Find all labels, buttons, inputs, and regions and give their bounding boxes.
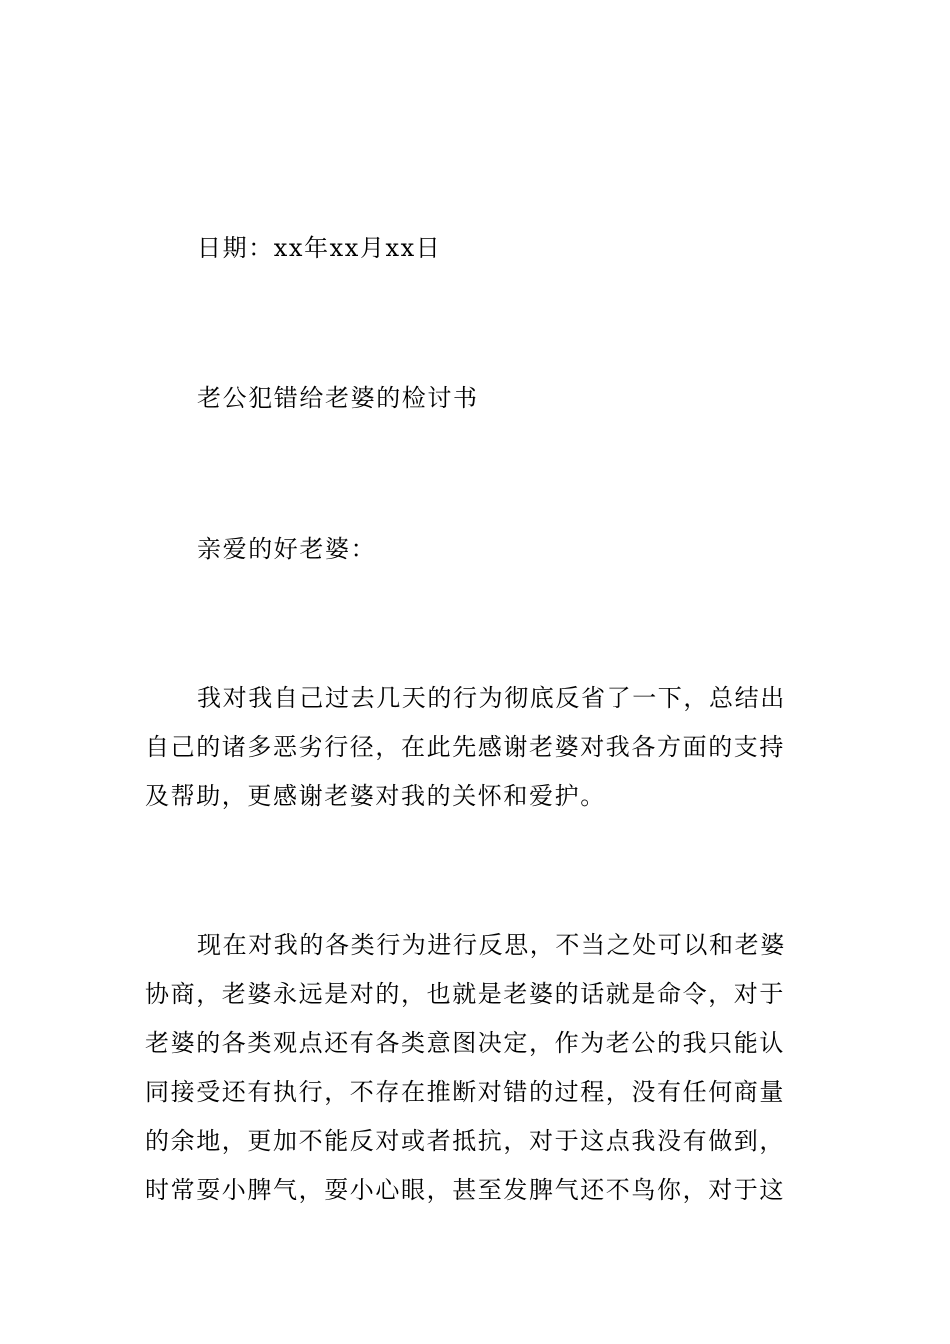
- body-paragraph: 我对我自己过去几天的行为彻底反省了一下，总结出自己的诸多恶劣行径，在此先感谢老婆对我各方面的支持及帮助，更感谢老婆对我的关怀和爱护。: [145, 684, 786, 810]
- date-line: 日期：xx年xx月xx日: [197, 234, 442, 262]
- document-title: 老公犯错给老婆的检讨书: [197, 384, 479, 412]
- body-paragraph: 现在对我的各类行为进行反思，不当之处可以和老婆协商，老婆永远是对的，也就是老婆的话就是命令，对于老婆的各类观点还有各类意图决定，作为老公的我只能认同接受还有执行，不存在推断对错的过程，没有任何商量的余地，更加不能反对或者抵抗，对于这点我没有做到，时常耍小脾气，耍小心眼，甚至发脾气还不鸟你，对于这: [145, 931, 786, 1204]
- salutation: 亲爱的好老婆：: [197, 535, 377, 563]
